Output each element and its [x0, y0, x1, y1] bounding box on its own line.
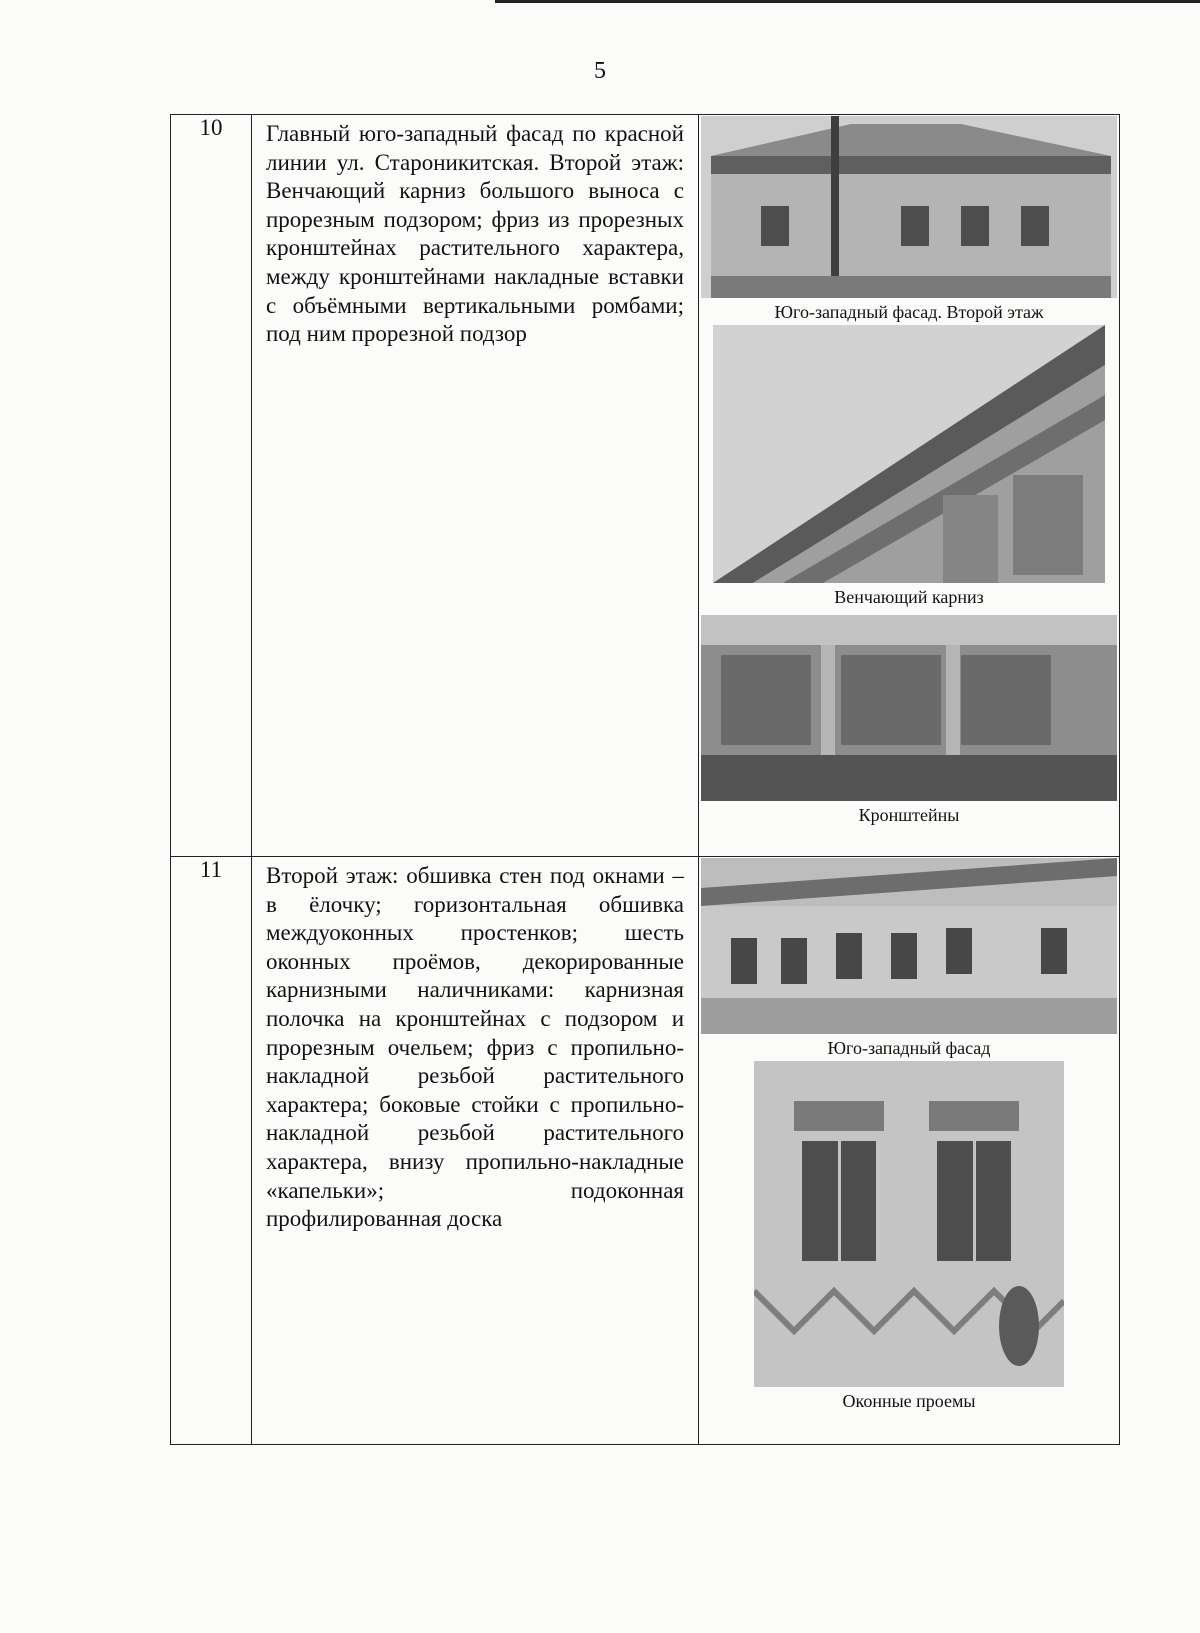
photo-caption: Юго-западный фасад — [827, 1038, 991, 1058]
photo-cell — [699, 115, 1120, 857]
figure — [699, 857, 1119, 1414]
description-table — [170, 114, 1120, 1445]
row-number: 11 — [171, 857, 252, 1445]
photo-caption: Кронштейны — [858, 805, 960, 825]
row-number: 10 — [171, 115, 252, 857]
row-description-cell — [252, 857, 699, 1445]
crowning-cornice-photo — [713, 325, 1105, 583]
page-number: 5 — [594, 58, 606, 84]
facade-second-floor-photo — [701, 116, 1117, 298]
row-description: Главный юго-западный фасад по красной линии ул. Староникитская. Второй этаж: Венчающий карниз большого выноса с прорезным подзором; фриз из прорезных кронштейнах растительного характера, между кронштейнами накладные вставки с объёмными вертикальными ромбами; под ним прорезной подзор — [266, 121, 684, 347]
brackets-photo — [701, 615, 1117, 801]
table-row — [171, 857, 1120, 1445]
row-description: Второй этаж: обшивка стен под окнами – в ёлочку; горизонтальная обшивка междуоконных простенков; шесть оконных проёмов, декорированные карнизными наличниками: карнизная полочка на кронштейнах с подзором и прорезным очельем; фриз с пропильно-накладной резьбой растительного характера; боковые стойки с пропильно-накладной резьбой растительного характера, внизу пропильно-накладные «капельки»; подоконная профилированная доска — [266, 863, 684, 1232]
southwest-facade-photo — [701, 858, 1117, 1034]
top-rule — [495, 0, 1200, 3]
figure — [699, 115, 1119, 828]
photo-cell — [699, 857, 1120, 1445]
photo-caption: Оконные проемы — [842, 1391, 976, 1411]
row-description-cell — [252, 115, 699, 857]
table-row — [171, 115, 1120, 857]
photo-caption: Юго-западный фасад. Второй этаж — [774, 302, 1044, 322]
photo-caption: Венчающий карниз — [834, 587, 984, 607]
window-openings-photo — [754, 1061, 1064, 1387]
